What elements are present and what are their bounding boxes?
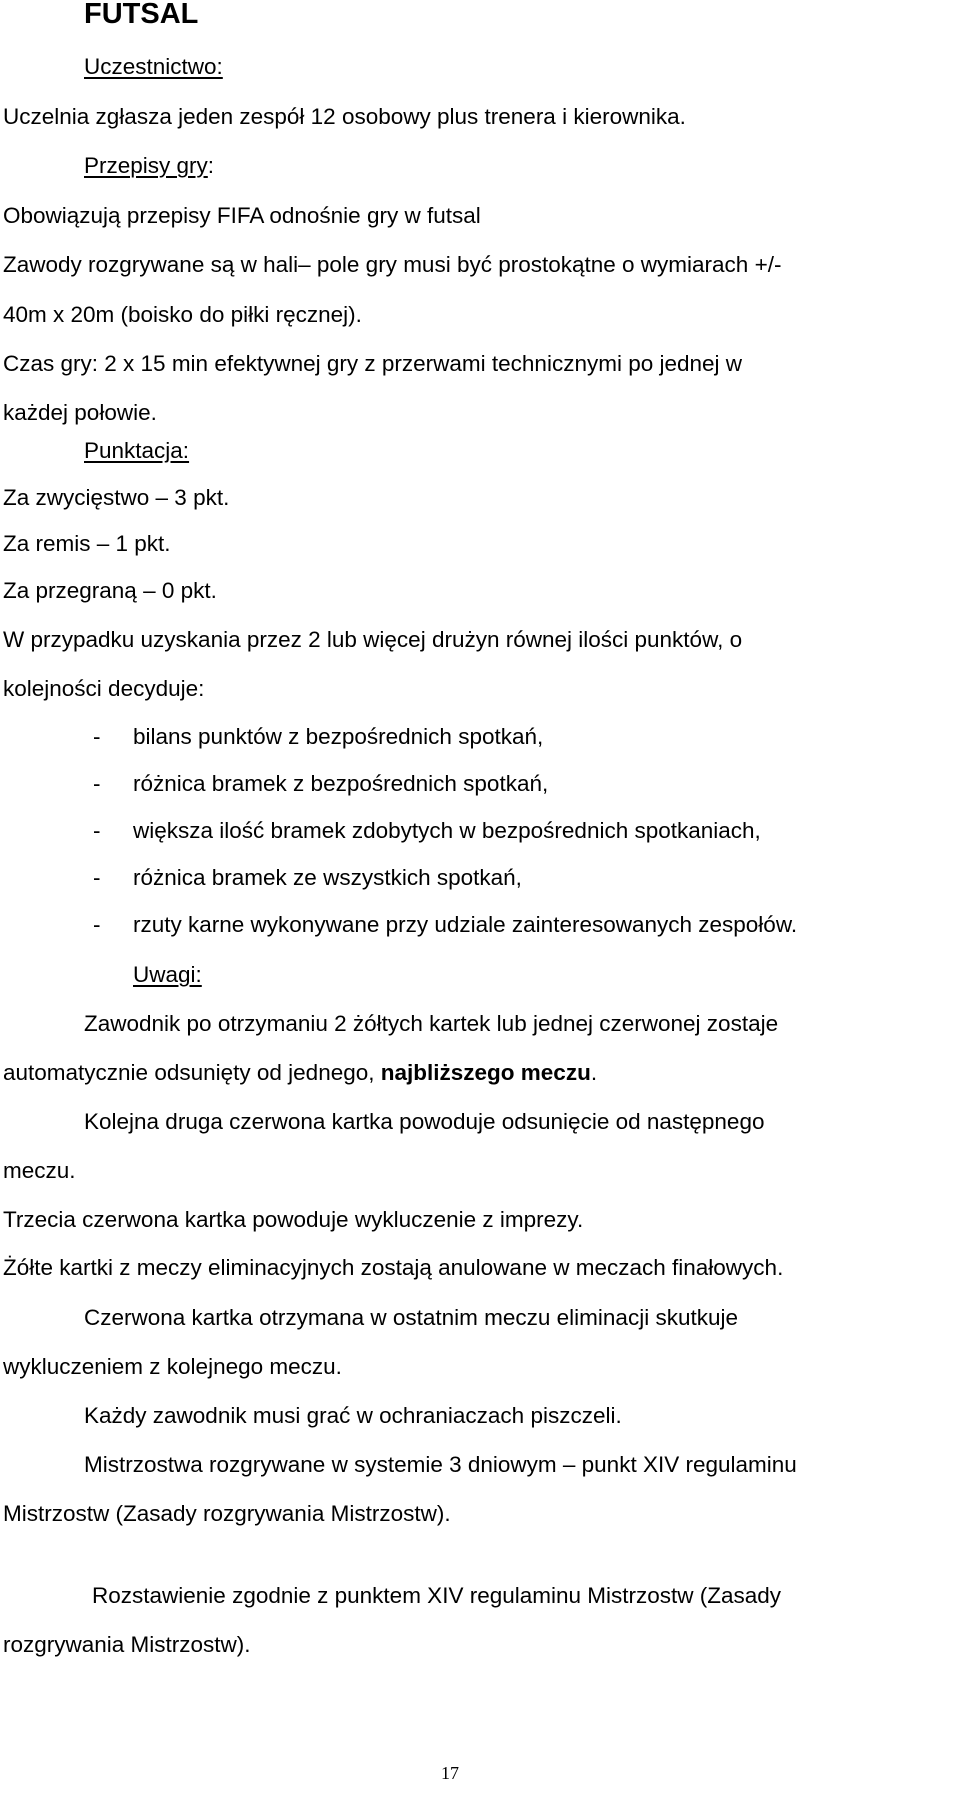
bullet-dash: -	[93, 818, 101, 843]
list-item	[93, 817, 913, 845]
notes-paragraph: rozgrywania Mistrzostw).	[3, 1632, 251, 1657]
notes-bold-text: najbliższego meczu	[380, 1060, 591, 1085]
rules-label	[84, 152, 214, 180]
notes-paragraph: Mistrzostwa rozgrywane w systemie 3 dniowym – punkt XIV regulaminu	[84, 1452, 797, 1477]
notes-text: automatycznie odsunięty od jednego,	[3, 1060, 381, 1085]
page-number: 17	[441, 1763, 459, 1783]
rules-line: 40m x 20m (boisko do piłki ręcznej).	[3, 302, 362, 327]
list-item-text: rzuty karne wykonywane przy udziale zainteresowanych zespołów.	[133, 912, 798, 937]
bullet-dash: -	[93, 912, 101, 937]
notes-paragraph: Rozstawienie zgodnie z punktem XIV regulaminu Mistrzostw (Zasady	[92, 1583, 782, 1608]
rules-line: Obowiązują przepisy FIFA odnośnie gry w futsal	[3, 203, 481, 228]
section-heading: FUTSAL	[84, 0, 199, 30]
list-item-text: różnica bramek z bezpośrednich spotkań,	[133, 771, 549, 796]
notes-label: Uwagi:	[133, 962, 202, 987]
list-item-text: różnica bramek ze wszystkich spotkań,	[133, 865, 522, 890]
list-item	[93, 864, 913, 892]
scoring-label: Punktacja:	[84, 438, 190, 463]
notes-paragraph: Mistrzostw (Zasady rozgrywania Mistrzostw).	[3, 1501, 451, 1526]
notes-paragraph: Trzecia czerwona kartka powoduje wykluczenie z imprezy.	[3, 1207, 584, 1232]
scoring-line: Za remis – 1 pkt.	[3, 531, 171, 556]
notes-paragraph: wykluczeniem z kolejnego meczu.	[3, 1354, 342, 1379]
notes-paragraph	[3, 1059, 597, 1087]
notes-paragraph: Kolejna druga czerwona kartka powoduje odsunięcie od następnego	[84, 1109, 765, 1134]
scoring-line: Za zwycięstwo – 3 pkt.	[3, 485, 230, 510]
notes-text: .	[590, 1060, 598, 1085]
list-item-text: bilans punktów z bezpośrednich spotkań,	[133, 724, 544, 749]
participation-label: Uczestnictwo:	[84, 54, 223, 79]
rules-line: każdej połowie.	[3, 400, 157, 425]
scoring-line: Za przegraną – 0 pkt.	[3, 578, 217, 603]
tiebreak-intro-line: kolejności decyduje:	[3, 676, 205, 701]
notes-paragraph: meczu.	[3, 1158, 76, 1183]
participation-text: Uczelnia zgłasza jeden zespół 12 osobowy plus trenera i kierownika.	[3, 104, 686, 129]
rules-label-text: Przepisy gry	[84, 153, 208, 178]
tiebreak-intro-line: W przypadku uzyskania przez 2 lub więcej drużyn równej ilości punktów, o	[3, 627, 743, 652]
notes-paragraph: Żółte kartki z meczy eliminacyjnych zostają anulowane w meczach finałowych.	[3, 1255, 784, 1280]
rules-line: Zawody rozgrywane są w hali– pole gry musi być prostokątne o wymiarach +/-	[3, 252, 782, 277]
rules-label-colon: :	[207, 153, 215, 178]
list-item	[93, 911, 913, 939]
list-item	[93, 770, 913, 798]
notes-paragraph: Czerwona kartka otrzymana w ostatnim meczu eliminacji skutkuje	[84, 1305, 738, 1330]
bullet-dash: -	[93, 724, 101, 749]
notes-paragraph: Każdy zawodnik musi grać w ochraniaczach piszczeli.	[84, 1403, 622, 1428]
bullet-dash: -	[93, 771, 101, 796]
rules-line: Czas gry: 2 x 15 min efektywnej gry z przerwami technicznymi po jednej w	[3, 351, 743, 376]
list-item	[93, 723, 913, 751]
bullet-dash: -	[93, 865, 101, 890]
notes-paragraph: Zawodnik po otrzymaniu 2 żółtych kartek lub jednej czerwonej zostaje	[84, 1011, 779, 1036]
list-item-text: większa ilość bramek zdobytych w bezpośrednich spotkaniach,	[133, 818, 761, 843]
